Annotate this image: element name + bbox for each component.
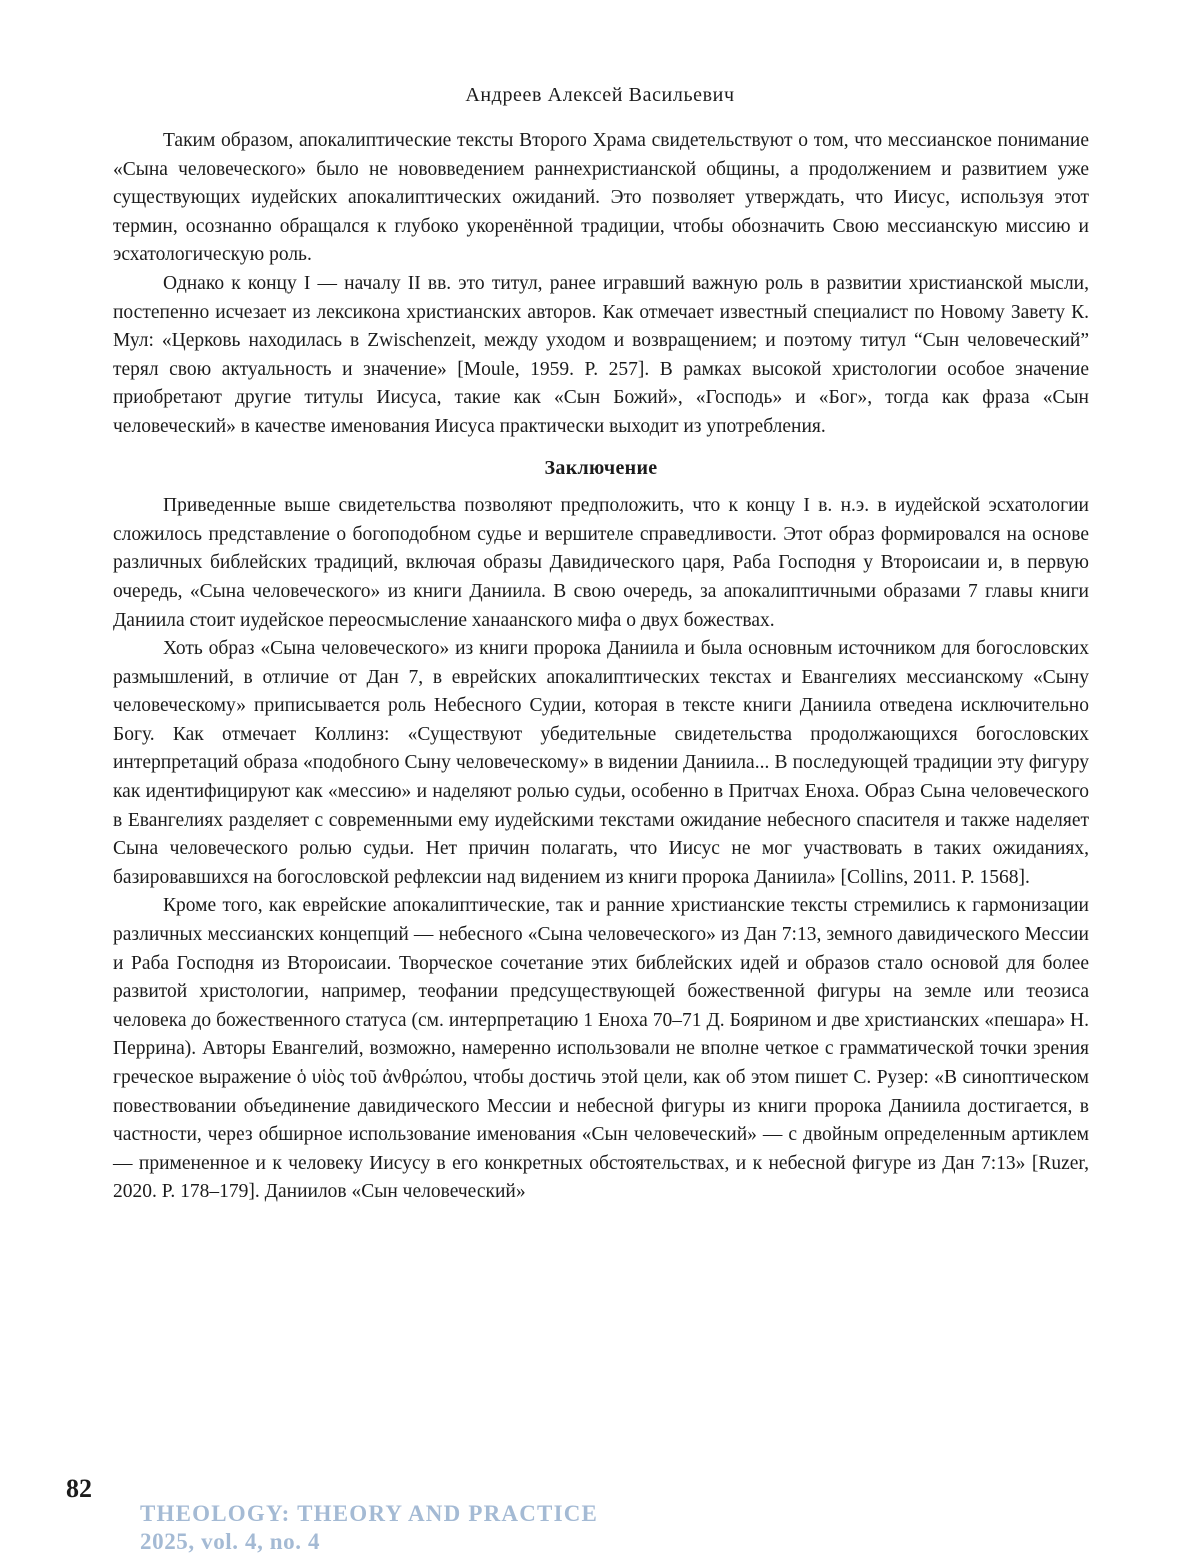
journal-issue: 2025, vol. 4, no. 4 <box>140 1529 321 1553</box>
paragraph: Приведенные выше свидетельства позволяют предположить, что к концу I в. н.э. в иудейской эсхатологии сложилось представление о богоподобном судье и вершителе справедливости. Этот образ формировался на основе различных библейских традиций, включая образы Давидического царя, Раба Господня у Второисаии и, в первую очередь, «Сына человеческого» из книги Даниила. В свою очередь, за апокалиптичными образами 7 главы книги Даниила стоит иудейское переосмысление ханаанского мифа о двух божествах. <box>113 495 1089 631</box>
section-heading-conclusion: Заключение <box>544 456 658 479</box>
running-head-author: Андреев Алексей Васильевич <box>465 84 735 106</box>
article-body <box>113 127 1089 1207</box>
journal-title: THEOLOGY: THEORY AND PRACTICE <box>140 1501 599 1526</box>
journal-info <box>140 1500 598 1553</box>
paragraph: Кроме того, как еврейские апокалиптические, так и ранние христианские тексты стремились к гармонизации различных мессианских концепций — небесного «Сына человеческого» из Дан 7:13, земного давидического Мессии и Раба Господня из Второисаии. Творческое сочетание этих библейских идей и образов стало основой для более развитой христологии, например, теофании предсуществующей божественной фигуры на земле или теозиса человека до божественного статуса (см. интерпретацию 1 Еноха 70–71 Д. Боярином и две христианских «пешара» Н. Перрина). Авторы Евангелий, возможно, намеренно использовали не вполне четкое с грамматической точки зрения греческое выражение ὁ υἱὸς τοῦ ἀνθρώπου, чтобы достичь этой цели, как об этом пишет С. Рузер: «В синоптическом повествовании объединение давидического Мессии и небесной фигуры из книги пророка Даниила достигается, в частности, через обширное использование именования «Сын человеческий» — с двойным определенным артиклем — примененное и к человеку Иисусу в его конкретных обстоятельствах, и к небесной фигуре из Дан 7:13» [Ruzer, 2020. P. 178–179]. Даниилов «Сын человеческий» <box>113 895 1089 1203</box>
paragraph: Хоть образ «Сына человеческого» из книги пророка Даниила и была основным источником для богословских размышлений, в отличие от Дан 7, в еврейских апокалиптических текстах и Евангелиях мессианскому «Сыну человеческому» приписывается роль Небесного Судии, которая в тексте книги Даниила отведена исключительно Богу. Как отмечает Коллинз: «Существуют убедительные свидетельства продолжающихся богословских интерпретаций образа «подобного Сыну человеческому» в видении Даниила... В последующей традиции эту фигуру как идентифицируют как «мессию» и наделяют ролью судьи, особенно в Притчах Еноха. Образ Сына человеческого в Евангелиях разделяет с современными ему иудейскими текстами ожидание небесного спасителя и также наделяет Сына человеческого ролью судьи. Нет причин полагать, что Иисус не мог участвовать в таких ожиданиях, базировавшихся на богословской рефлексии над видением из книги пророка Даниила» [Collins, 2011. P. 1568]. <box>113 638 1089 888</box>
page-number: 82 <box>66 1474 92 1503</box>
paragraph: Однако к концу I — началу II вв. это титул, ранее игравший важную роль в развитии христианской мысли, постепенно исчезает из лексикона христианских авторов. Как отмечает известный специалист по Новому Завету К. Мул: «Церковь находилась в Zwischenzeit, между уходом и возвращением; и поэтому титул “Сын человеческий” терял свою актуальность и значение» [Moule, 1959. P. 257]. В рамках высокой христологии особое значение приобретают другие титулы Иисуса, такие как «Сын Божий», «Господь» и «Бог», тогда как фраза «Сын человеческий» в качестве именования Иисуса практически выходит из употребления. <box>113 272 1089 437</box>
paragraph: Таким образом, апокалиптические тексты Второго Храма свидетельствуют о том, что мессианское понимание «Сына человеческого» было не нововведением раннехристианской общины, а продолжением и развитием уже существующих иудейских апокалиптических ожиданий. Это позволяет утверждать, что Иисус, используя этот термин, осознанно обращался к глубоко укоренённой традиции, чтобы обозначить Свою мессианскую миссию и эсхатологическую роль. <box>113 130 1089 266</box>
